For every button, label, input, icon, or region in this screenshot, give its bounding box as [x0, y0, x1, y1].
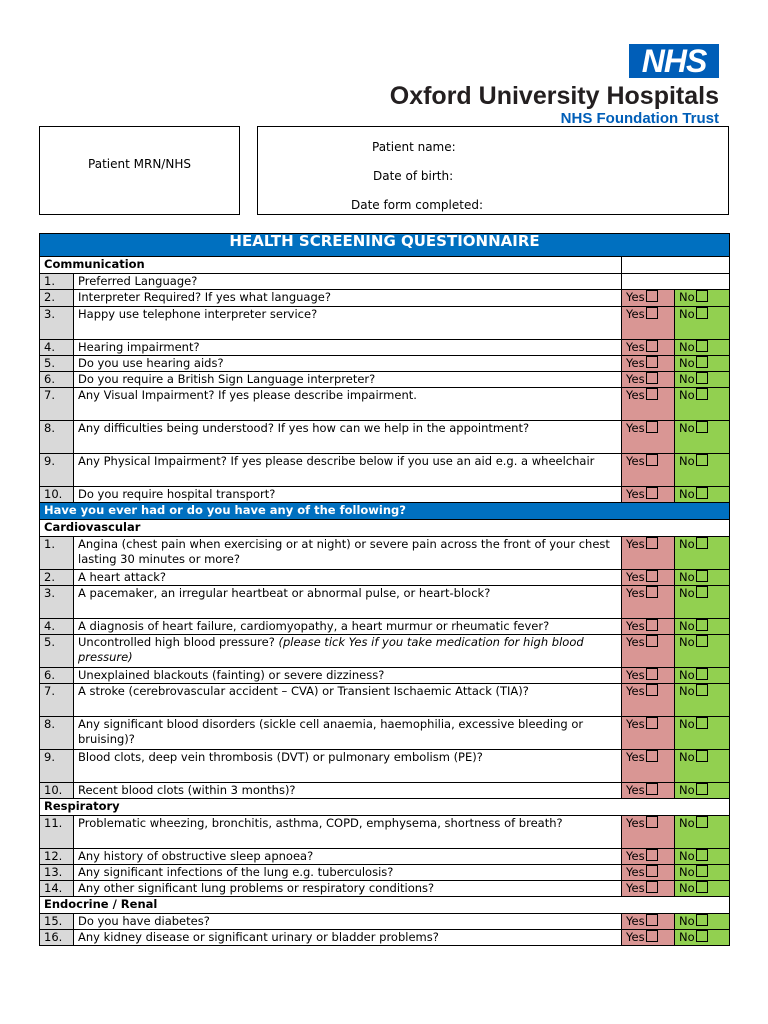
section-header [40, 520, 730, 537]
no-checkbox[interactable] [696, 537, 708, 549]
no-label: No [679, 619, 695, 633]
question-number: 15. [40, 914, 74, 930]
yes-label: Yes [626, 290, 645, 304]
question-row [40, 750, 730, 783]
section-header [40, 257, 730, 274]
question-text-label: A diagnosis of heart failure, cardiomyopathy, a heart murmur or rheumatic fever? [78, 619, 550, 633]
no-option[interactable] [675, 750, 730, 783]
section-title: Have you ever had or do you have any of the following? [40, 503, 730, 520]
no-checkbox[interactable] [696, 849, 708, 861]
no-label: No [679, 340, 695, 354]
yes-label: Yes [626, 930, 645, 944]
no-checkbox[interactable] [696, 290, 708, 302]
yes-checkbox[interactable] [646, 537, 658, 549]
no-label: No [679, 783, 695, 797]
yes-option[interactable] [622, 586, 675, 619]
yes-label: Yes [626, 717, 645, 731]
question-number: 1. [40, 274, 74, 290]
question-text[interactable] [74, 586, 622, 619]
question-text-label: A pacemaker, an irregular heartbeat or abnormal pulse, or heart-block? [78, 586, 491, 600]
no-label: No [679, 635, 695, 649]
yes-checkbox[interactable] [646, 930, 658, 942]
yes-checkbox[interactable] [646, 454, 658, 466]
no-checkbox[interactable] [696, 914, 708, 926]
no-label: No [679, 816, 695, 830]
question-number: 6. [40, 668, 74, 684]
no-option[interactable] [675, 421, 730, 454]
no-checkbox[interactable] [696, 619, 708, 631]
section-title: Respiratory [40, 799, 730, 816]
question-text[interactable] [74, 307, 622, 340]
patient-name-label: Patient name: [372, 140, 456, 154]
no-option[interactable] [675, 388, 730, 421]
no-option[interactable] [675, 684, 730, 717]
yes-option[interactable] [622, 290, 675, 307]
yes-label: Yes [626, 635, 645, 649]
no-label: No [679, 865, 695, 879]
no-label: No [679, 586, 695, 600]
section-header [40, 503, 730, 520]
yes-label: Yes [626, 388, 645, 402]
question-row [40, 586, 730, 619]
question-row [40, 849, 730, 865]
yes-option[interactable] [622, 717, 675, 750]
yes-option[interactable] [622, 356, 675, 372]
yes-checkbox[interactable] [646, 356, 658, 368]
section-header [40, 799, 730, 816]
no-checkbox[interactable] [696, 816, 708, 828]
yes-label: Yes [626, 619, 645, 633]
question-text[interactable] [74, 635, 622, 668]
question-number: 2. [40, 570, 74, 586]
yes-checkbox[interactable] [646, 487, 658, 499]
question-number: 2. [40, 290, 74, 307]
no-label: No [679, 684, 695, 698]
yes-checkbox[interactable] [646, 914, 658, 926]
question-text[interactable] [74, 570, 622, 586]
no-label: No [679, 356, 695, 370]
no-label: No [679, 388, 695, 402]
yes-option[interactable] [622, 388, 675, 421]
no-checkbox[interactable] [696, 635, 708, 647]
question-row [40, 537, 730, 570]
question-text[interactable] [74, 684, 622, 717]
question-row [40, 356, 730, 372]
question-text-label: Any kidney disease or significant urinary or bladder problems? [78, 930, 439, 944]
no-label: No [679, 750, 695, 764]
question-row [40, 816, 730, 849]
question-text[interactable] [74, 388, 622, 421]
yes-checkbox[interactable] [646, 881, 658, 893]
patient-details-box[interactable] [257, 126, 729, 215]
question-text-label: Do you require a British Sign Language interpreter? [78, 372, 376, 386]
question-row [40, 388, 730, 421]
yes-option[interactable] [622, 372, 675, 388]
yes-option[interactable] [622, 635, 675, 668]
question-number: 11. [40, 816, 74, 849]
yes-label: Yes [626, 307, 645, 321]
no-label: No [679, 372, 695, 386]
yes-label: Yes [626, 684, 645, 698]
question-note: (please tick Yes if you take medication for high blood pressure) [78, 635, 584, 664]
health-screening-table [39, 233, 730, 946]
no-option[interactable] [675, 356, 730, 372]
yes-label: Yes [626, 356, 645, 370]
question-text[interactable] [74, 914, 622, 930]
yes-option[interactable] [622, 783, 675, 799]
question-row [40, 930, 730, 946]
question-text-label: Hearing impairment? [78, 340, 200, 354]
section-title: Communication [40, 257, 622, 274]
no-option[interactable] [675, 783, 730, 799]
question-text[interactable] [74, 537, 622, 570]
question-text[interactable] [74, 421, 622, 454]
patient-mrn-box[interactable] [39, 126, 240, 215]
no-checkbox[interactable] [696, 307, 708, 319]
no-checkbox[interactable] [696, 783, 708, 795]
question-text-label: Do you have diabetes? [78, 914, 210, 928]
yes-checkbox[interactable] [646, 816, 658, 828]
yes-checkbox[interactable] [646, 668, 658, 680]
no-checkbox[interactable] [696, 881, 708, 893]
yes-option[interactable] [622, 537, 675, 570]
nhs-logo-badge: NHS [629, 44, 719, 78]
question-number: 1. [40, 537, 74, 570]
date-of-birth-label: Date of birth: [373, 169, 454, 183]
yes-checkbox[interactable] [646, 570, 658, 582]
no-option[interactable] [675, 668, 730, 684]
no-checkbox[interactable] [696, 356, 708, 368]
question-text[interactable] [74, 865, 622, 881]
question-number: 3. [40, 586, 74, 619]
question-text-label: A heart attack? [78, 570, 167, 584]
question-number: 7. [40, 388, 74, 421]
question-row [40, 865, 730, 881]
yes-checkbox[interactable] [646, 865, 658, 877]
yes-checkbox[interactable] [646, 783, 658, 795]
no-option[interactable] [675, 930, 730, 946]
question-row [40, 307, 730, 340]
question-text[interactable] [74, 372, 622, 388]
yes-label: Yes [626, 372, 645, 386]
question-row [40, 487, 730, 503]
question-number: 6. [40, 372, 74, 388]
yes-label: Yes [626, 865, 645, 879]
no-label: No [679, 290, 695, 304]
section-blank-cell [622, 257, 730, 274]
yes-option[interactable] [622, 619, 675, 635]
date-completed-label: Date form completed: [351, 198, 483, 212]
question-text[interactable] [74, 849, 622, 865]
question-number: 16. [40, 930, 74, 946]
no-checkbox[interactable] [696, 340, 708, 352]
question-text[interactable] [74, 340, 622, 356]
no-label: No [679, 914, 695, 928]
yes-label: Yes [626, 570, 645, 584]
question-number: 8. [40, 717, 74, 750]
no-option[interactable] [675, 340, 730, 356]
no-checkbox[interactable] [696, 668, 708, 680]
question-row [40, 914, 730, 930]
question-row [40, 881, 730, 897]
yes-option[interactable] [622, 570, 675, 586]
question-row [40, 619, 730, 635]
question-text-label: Angina (chest pain when exercising or at night) or severe pain across the front of your chest lasting 30 minutes or more? [78, 537, 610, 566]
no-option[interactable] [675, 307, 730, 340]
yes-checkbox[interactable] [646, 307, 658, 319]
question-text-label: Uncontrolled high blood pressure? [78, 635, 275, 649]
question-text[interactable] [74, 930, 622, 946]
question-number: 9. [40, 750, 74, 783]
yes-checkbox[interactable] [646, 421, 658, 433]
question-row [40, 290, 730, 307]
question-text-label: Happy use telephone interpreter service? [78, 307, 318, 321]
question-text[interactable] [74, 750, 622, 783]
question-text-label: Any difficulties being understood? If yes how can we help in the appointment? [78, 421, 530, 435]
question-text-label: Problematic wheezing, bronchitis, asthma, COPD, emphysema, shortness of breath? [78, 816, 563, 830]
yes-option[interactable] [622, 750, 675, 783]
question-text-label: Any significant blood disorders (sickle cell anaemia, haemophilia, excessive bleeding or bruising)? [78, 717, 584, 746]
question-row [40, 340, 730, 356]
no-checkbox[interactable] [696, 388, 708, 400]
yes-label: Yes [626, 750, 645, 764]
question-text[interactable] [74, 290, 622, 307]
question-text-label: Any other significant lung problems or respiratory conditions? [78, 881, 435, 895]
question-row [40, 668, 730, 684]
question-number: 12. [40, 849, 74, 865]
no-option[interactable] [675, 290, 730, 307]
yes-label: Yes [626, 537, 645, 551]
question-number: 7. [40, 684, 74, 717]
yes-checkbox[interactable] [646, 849, 658, 861]
yes-option[interactable] [622, 421, 675, 454]
question-text-label: Do you require hospital transport? [78, 487, 276, 501]
yes-option[interactable] [622, 881, 675, 897]
no-checkbox[interactable] [696, 586, 708, 598]
question-text-label: Any history of obstructive sleep apnoea? [78, 849, 314, 863]
yes-label: Yes [626, 849, 645, 863]
yes-option[interactable] [622, 340, 675, 356]
question-text[interactable] [74, 816, 622, 849]
no-label: No [679, 307, 695, 321]
no-label: No [679, 454, 695, 468]
no-checkbox[interactable] [696, 684, 708, 696]
organisation-subtitle: NHS Foundation Trust [560, 110, 719, 127]
section-title: Endocrine / Renal [40, 897, 730, 914]
no-label: No [679, 881, 695, 895]
yes-option[interactable] [622, 816, 675, 849]
yes-option[interactable] [622, 930, 675, 946]
no-option[interactable] [675, 570, 730, 586]
question-row [40, 635, 730, 668]
yes-option[interactable] [622, 454, 675, 487]
no-option[interactable] [675, 849, 730, 865]
question-number: 9. [40, 454, 74, 487]
question-number: 10. [40, 783, 74, 799]
yes-checkbox[interactable] [646, 290, 658, 302]
question-text[interactable] [74, 487, 622, 503]
no-option[interactable] [675, 816, 730, 849]
yes-option[interactable] [622, 307, 675, 340]
section-header [40, 897, 730, 914]
answer-blank-cell[interactable] [622, 274, 730, 290]
no-label: No [679, 717, 695, 731]
yes-label: Yes [626, 668, 645, 682]
question-number: 14. [40, 881, 74, 897]
question-text[interactable] [74, 717, 622, 750]
question-number: 4. [40, 619, 74, 635]
no-option[interactable] [675, 635, 730, 668]
no-option[interactable] [675, 586, 730, 619]
question-text-label: Any Visual Impairment? If yes please describe impairment. [78, 388, 417, 402]
question-row [40, 372, 730, 388]
question-text-label: Any Physical Impairment? If yes please describe below if you use an aid e.g. a wheelchair [78, 454, 595, 468]
question-text-label: Preferred Language? [78, 274, 198, 288]
yes-checkbox[interactable] [646, 586, 658, 598]
no-checkbox[interactable] [696, 487, 708, 499]
no-checkbox[interactable] [696, 930, 708, 942]
no-label: No [679, 537, 695, 551]
question-text[interactable] [74, 356, 622, 372]
yes-option[interactable] [622, 487, 675, 503]
no-label: No [679, 668, 695, 682]
no-checkbox[interactable] [696, 372, 708, 384]
yes-option[interactable] [622, 865, 675, 881]
no-checkbox[interactable] [696, 421, 708, 433]
yes-checkbox[interactable] [646, 619, 658, 631]
yes-checkbox[interactable] [646, 684, 658, 696]
question-row [40, 454, 730, 487]
section-title: Cardiovascular [40, 520, 730, 537]
question-text[interactable] [74, 454, 622, 487]
yes-option[interactable] [622, 849, 675, 865]
yes-checkbox[interactable] [646, 372, 658, 384]
question-row [40, 421, 730, 454]
patient-mrn-label: Patient MRN/NHS [88, 157, 191, 171]
no-option[interactable] [675, 881, 730, 897]
yes-option[interactable] [622, 668, 675, 684]
no-option[interactable] [675, 454, 730, 487]
question-text-label: Unexplained blackouts (fainting) or severe dizziness? [78, 668, 385, 682]
questionnaire-title: HEALTH SCREENING QUESTIONNAIRE [40, 234, 730, 257]
question-number: 8. [40, 421, 74, 454]
no-label: No [679, 849, 695, 863]
yes-checkbox[interactable] [646, 635, 658, 647]
question-text[interactable] [74, 619, 622, 635]
yes-checkbox[interactable] [646, 750, 658, 762]
question-text-label: Recent blood clots (within 3 months)? [78, 783, 296, 797]
no-label: No [679, 487, 695, 501]
question-row [40, 274, 730, 290]
question-text[interactable] [74, 668, 622, 684]
yes-checkbox[interactable] [646, 340, 658, 352]
no-label: No [679, 570, 695, 584]
question-number: 13. [40, 865, 74, 881]
yes-label: Yes [626, 454, 645, 468]
question-number: 4. [40, 340, 74, 356]
question-row [40, 684, 730, 717]
question-row [40, 783, 730, 799]
yes-option[interactable] [622, 684, 675, 717]
no-checkbox[interactable] [696, 717, 708, 729]
question-text-label: Any significant infections of the lung e.g. tuberculosis? [78, 865, 394, 879]
no-label: No [679, 930, 695, 944]
yes-label: Yes [626, 914, 645, 928]
question-number: 5. [40, 635, 74, 668]
yes-label: Yes [626, 586, 645, 600]
yes-label: Yes [626, 816, 645, 830]
no-option[interactable] [675, 865, 730, 881]
question-text[interactable] [74, 274, 622, 290]
yes-checkbox[interactable] [646, 717, 658, 729]
no-checkbox[interactable] [696, 454, 708, 466]
no-checkbox[interactable] [696, 750, 708, 762]
question-text[interactable] [74, 783, 622, 799]
yes-label: Yes [626, 421, 645, 435]
yes-label: Yes [626, 881, 645, 895]
question-number: 5. [40, 356, 74, 372]
organisation-name: Oxford University Hospitals [389, 82, 719, 110]
no-option[interactable] [675, 619, 730, 635]
yes-label: Yes [626, 340, 645, 354]
question-row [40, 717, 730, 750]
yes-option[interactable] [622, 914, 675, 930]
no-checkbox[interactable] [696, 570, 708, 582]
question-text-label: Blood clots, deep vein thrombosis (DVT) or pulmonary embolism (PE)? [78, 750, 483, 764]
no-option[interactable] [675, 914, 730, 930]
yes-label: Yes [626, 783, 645, 797]
question-text-label: Do you use hearing aids? [78, 356, 224, 370]
no-label: No [679, 421, 695, 435]
yes-checkbox[interactable] [646, 388, 658, 400]
question-text-label: A stroke (cerebrovascular accident – CVA) or Transient Ischaemic Attack (TIA)? [78, 684, 529, 698]
question-number: 3. [40, 307, 74, 340]
no-option[interactable] [675, 537, 730, 570]
question-text[interactable] [74, 881, 622, 897]
question-text-label: Interpreter Required? If yes what language? [78, 290, 331, 304]
question-number: 10. [40, 487, 74, 503]
no-option[interactable] [675, 487, 730, 503]
no-checkbox[interactable] [696, 865, 708, 877]
question-row [40, 570, 730, 586]
no-option[interactable] [675, 372, 730, 388]
yes-label: Yes [626, 487, 645, 501]
no-option[interactable] [675, 717, 730, 750]
